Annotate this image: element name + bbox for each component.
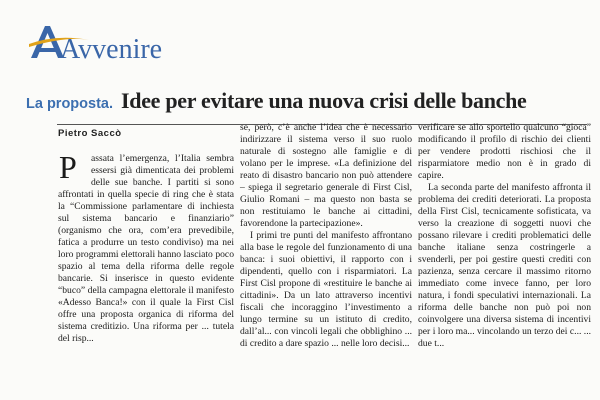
byline: Pietro Saccò: [58, 128, 122, 139]
headline: [26, 88, 586, 114]
kicker: La proposta.: [26, 96, 114, 112]
column-3-paragraph-1: verificare se allo sportello qualcuno “gioca” modificando il profilo di rischio dei clienti per vendere prodotti rischiosi che il risparmiatore medio non è in grado di capire.: [418, 122, 591, 181]
masthead-text: Avvenire: [60, 34, 163, 65]
dropcap: [58, 149, 88, 185]
column-1-text: assata l’emergenza, l’Italia sembra essersi già dimenticata dei problemi delle sue banche. I partiti si sono affrontati in quella specie di ring che è stata la “Commissione parlamentare di inchiesta sul sistema bancario e finanziario” (organismo che ora, com’era prevedibile, fatica a produrre un testo condiviso) ma nei loro programmi elettorali hanno lasciato poco spazio al tema della riforma delle regole bancarie. Si inserisce in questo evidente “buco” della campagna elettorale il manifesto «Adesso Banca!» con il quale la First Cisl offre una proposta organica di riforma del sistema creditizio. Una riforma per ... tutela del risp...: [58, 153, 234, 344]
column-2-paragraph-2: I primi tre punti del manifesto affrontano alla base le regole del funzionamento di una banca: i suoi obiettivi, il rapporto con i dipendenti, quello con i risparmiatori. La First Cisl propone di «restituire le banche ai cittadini». Da un lato attraverso incentivi fiscali che incoraggino l’investimento a lungo termine su un istituto di credito, dall’al... con vincoli legali che obblighino ... di credito a dare spazio ... nelle loro decisi...: [240, 230, 412, 349]
article-column-3: [418, 122, 591, 384]
column-2-paragraph-1: se, però, c’è anche l’idea che è necessario indirizzare il sistema verso il suo ruolo naturale di sostegno alle famiglie e di volano per le imprese. «La definizione del reato di disastro bancario non può attendere – spiega il segretario generale di First Cisl, Giulio Romani – ma questo non basta se non restituiamo le banche ai cittadini, favorendone la partecipazione».: [240, 122, 412, 229]
avvenire-logo: [27, 14, 163, 72]
column-fade: [240, 366, 412, 394]
article-column-1: [58, 149, 234, 393]
column-3-paragraph-2: La seconda parte del manifesto affronta il problema dei crediti deteriorati. La proposta della First Cisl, tecnicamente sofisticata, va verso la creazione di soggetti nuovi che possano rilevare i crediti problematici delle banche italiane senza costringerle a svenderli, per poi gestire questi crediti con pazienza, senza cercare il massimo ritorno immediato come invece fanno, per loro natura, i fondi speculativi internazionali. La riforma delle banche non può poi non coinvolgere una diversa sistema di incentivi per i loro ma... vincolando un terzo dei c... ... due t...: [418, 182, 591, 349]
svg-text:P: P: [59, 149, 77, 185]
article-title: Idee per evitare una nuova crisi delle banche: [121, 88, 527, 113]
column-fade: [418, 356, 591, 384]
column-fade: [58, 365, 234, 393]
article-column-2: [240, 122, 412, 394]
